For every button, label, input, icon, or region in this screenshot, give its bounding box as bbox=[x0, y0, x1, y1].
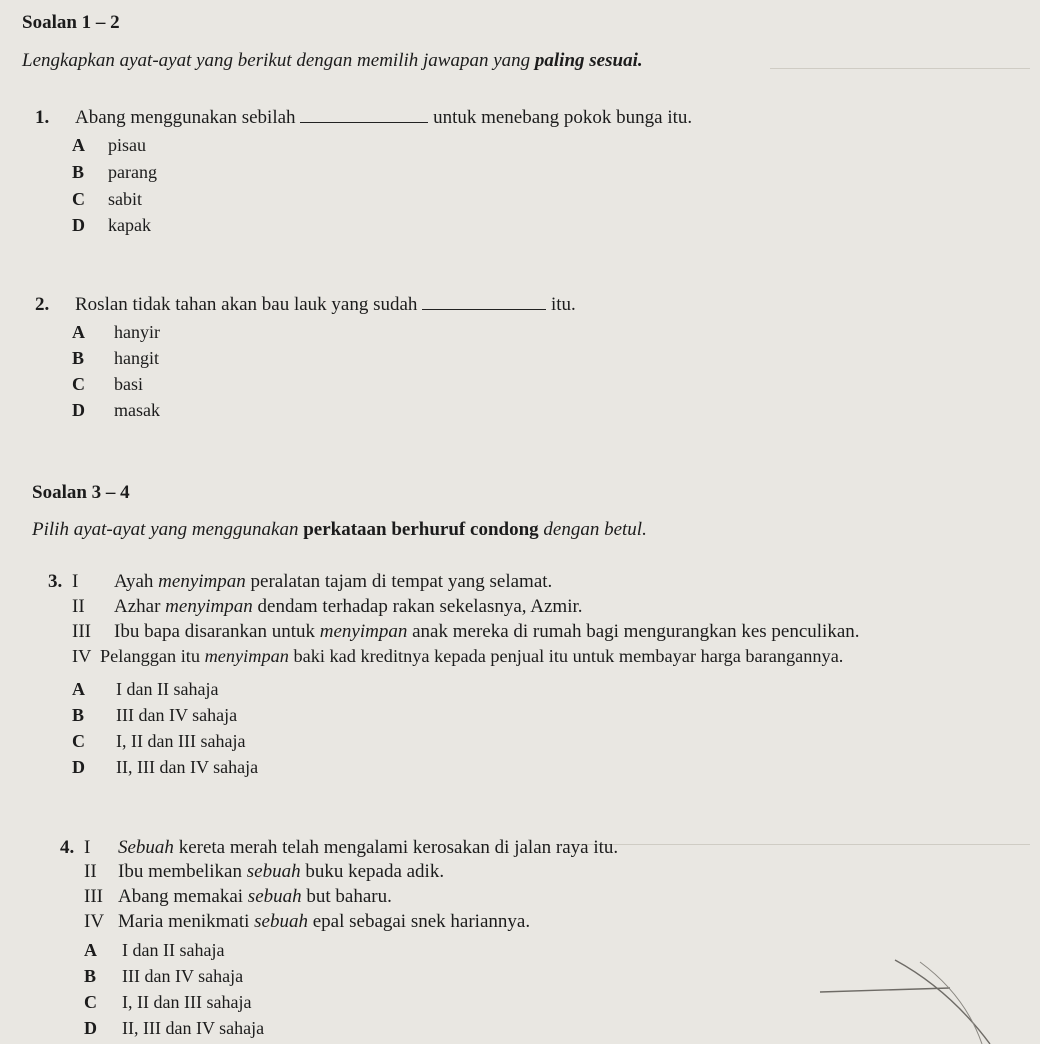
option-letter: D bbox=[84, 1018, 97, 1038]
option-text: II, III dan IV sahaja bbox=[122, 1018, 265, 1038]
option-letter: B bbox=[72, 162, 85, 182]
question-text-before: Abang menggunakan sebilah bbox=[75, 107, 296, 128]
question-text-after: itu. bbox=[550, 294, 576, 315]
option-text: hanyir bbox=[114, 322, 160, 342]
statement-text: epal sebagai snek hariannya. bbox=[307, 911, 531, 932]
option-d[interactable] bbox=[72, 757, 258, 778]
question-3-statement-2 bbox=[72, 596, 583, 618]
roman-numeral: II bbox=[72, 596, 85, 617]
page-corner-shadow bbox=[800, 950, 1040, 1044]
option-text: pisau bbox=[108, 135, 146, 155]
option-d[interactable] bbox=[72, 400, 160, 421]
option-a[interactable] bbox=[72, 322, 160, 343]
option-text: I dan II sahaja bbox=[116, 679, 219, 699]
statement-text: Ayah bbox=[114, 571, 159, 592]
roman-numeral: I bbox=[84, 837, 91, 858]
statement-text: Pelanggan itu bbox=[100, 646, 205, 666]
option-a[interactable] bbox=[84, 940, 224, 961]
answer-blank bbox=[422, 295, 546, 310]
statement-text: kereta merah telah mengalami kerosakan di jalan raya itu. bbox=[173, 837, 619, 858]
section-1-instruction bbox=[22, 50, 643, 72]
statement-text: anak mereka di rumah bagi mengurangkan kes penculikan. bbox=[407, 621, 860, 642]
option-b[interactable] bbox=[84, 966, 243, 987]
roman-numeral: IV bbox=[84, 911, 105, 932]
option-letter: A bbox=[84, 940, 97, 960]
statement-text: peralatan tajam di tempat yang selamat. bbox=[245, 571, 553, 592]
option-text: basi bbox=[114, 374, 143, 394]
roman-numeral: III bbox=[72, 621, 91, 642]
option-d[interactable] bbox=[84, 1018, 264, 1039]
bleed-through-line bbox=[560, 844, 1030, 845]
italic-word: menyimpan bbox=[319, 621, 408, 642]
option-letter: D bbox=[72, 400, 85, 420]
question-4-statement-3 bbox=[84, 886, 392, 908]
option-a[interactable] bbox=[72, 679, 218, 700]
option-text: I dan II sahaja bbox=[122, 940, 225, 960]
option-letter: C bbox=[72, 374, 85, 394]
roman-numeral: IV bbox=[72, 646, 92, 666]
option-text: sabit bbox=[108, 189, 142, 209]
option-letter: D bbox=[72, 757, 85, 777]
option-text: I, II dan III sahaja bbox=[122, 992, 252, 1012]
question-4-statement-2 bbox=[84, 861, 444, 883]
option-text: hangit bbox=[114, 348, 159, 368]
statement-text: baki kad kreditnya kepada penjual itu untuk membayar harga barangannya. bbox=[288, 646, 844, 666]
option-letter: B bbox=[72, 705, 85, 725]
option-b[interactable] bbox=[72, 162, 157, 183]
roman-numeral: II bbox=[84, 861, 97, 882]
statement-text: Abang memakai bbox=[118, 886, 248, 907]
option-b[interactable] bbox=[72, 705, 237, 726]
instruction-text-end: dengan betul. bbox=[538, 519, 647, 540]
question-number: 4. bbox=[60, 837, 75, 858]
option-letter: D bbox=[72, 215, 85, 235]
italic-word: sebuah bbox=[254, 911, 308, 932]
option-letter: B bbox=[84, 966, 97, 986]
option-d[interactable] bbox=[72, 215, 151, 236]
statement-text: Azhar bbox=[114, 596, 166, 617]
instruction-emphasis: perkataan berhuruf condong bbox=[303, 519, 539, 540]
statement-text: Ibu membelikan bbox=[118, 861, 247, 882]
option-c[interactable] bbox=[72, 189, 142, 210]
question-4-statement-1 bbox=[60, 837, 618, 859]
question-number: 1. bbox=[35, 107, 50, 128]
option-c[interactable] bbox=[84, 992, 251, 1013]
statement-text: dendam terhadap rakan sekelasnya, Azmir. bbox=[252, 596, 583, 617]
option-text: III dan IV sahaja bbox=[122, 966, 244, 986]
question-3-statement-1 bbox=[48, 571, 552, 593]
option-letter: A bbox=[72, 679, 85, 699]
question-text-before: Roslan tidak tahan akan bau lauk yang sudah bbox=[75, 294, 418, 315]
option-letter: A bbox=[72, 135, 85, 155]
question-text-after: untuk menebang pokok bunga itu. bbox=[433, 107, 693, 128]
statement-text: Ibu bapa disarankan untuk bbox=[114, 621, 320, 642]
question-2 bbox=[35, 294, 576, 316]
option-letter: C bbox=[84, 992, 97, 1012]
option-text: kapak bbox=[108, 215, 151, 235]
instruction-text: Lengkapkan ayat-ayat yang berikut dengan memilih jawapan yang bbox=[22, 50, 535, 71]
option-c[interactable] bbox=[72, 374, 143, 395]
option-letter: B bbox=[72, 348, 85, 368]
question-number: 2. bbox=[35, 294, 50, 315]
option-letter: C bbox=[72, 189, 85, 209]
section-2-instruction bbox=[32, 519, 647, 541]
option-letter: A bbox=[72, 322, 85, 342]
option-text: I, II dan III sahaja bbox=[116, 731, 246, 751]
question-3-statement-3 bbox=[72, 621, 860, 643]
bleed-through-line bbox=[770, 68, 1030, 69]
section-1-title: Soalan 1 – 2 bbox=[22, 12, 120, 33]
roman-numeral: III bbox=[84, 886, 103, 907]
option-text: III dan IV sahaja bbox=[116, 705, 238, 725]
option-c[interactable] bbox=[72, 731, 245, 752]
statement-text: Maria menikmati bbox=[118, 911, 255, 932]
option-letter: C bbox=[72, 731, 85, 751]
italic-word: menyimpan bbox=[165, 596, 253, 617]
option-b[interactable] bbox=[72, 348, 159, 369]
instruction-text: Pilih ayat-ayat yang menggunakan bbox=[32, 519, 304, 540]
roman-numeral: I bbox=[72, 571, 79, 592]
italic-word: menyimpan bbox=[158, 571, 246, 592]
question-4-statement-4 bbox=[84, 911, 530, 933]
question-1 bbox=[35, 107, 692, 129]
italic-word: Sebuah bbox=[118, 837, 174, 858]
italic-word: menyimpan bbox=[204, 646, 289, 666]
answer-blank bbox=[300, 108, 428, 123]
option-text: masak bbox=[114, 400, 160, 420]
option-text: II, III dan IV sahaja bbox=[116, 757, 259, 777]
option-a[interactable] bbox=[72, 135, 146, 156]
instruction-emphasis: paling sesuai. bbox=[534, 50, 643, 71]
question-number: 3. bbox=[48, 571, 63, 592]
option-text: parang bbox=[108, 162, 157, 182]
section-2-title: Soalan 3 – 4 bbox=[32, 482, 130, 503]
italic-word: sebuah bbox=[246, 861, 301, 882]
italic-word: sebuah bbox=[247, 886, 302, 907]
statement-text: buku kepada adik. bbox=[300, 861, 445, 882]
question-3-statement-4 bbox=[72, 646, 843, 667]
statement-text: but baharu. bbox=[301, 886, 392, 907]
